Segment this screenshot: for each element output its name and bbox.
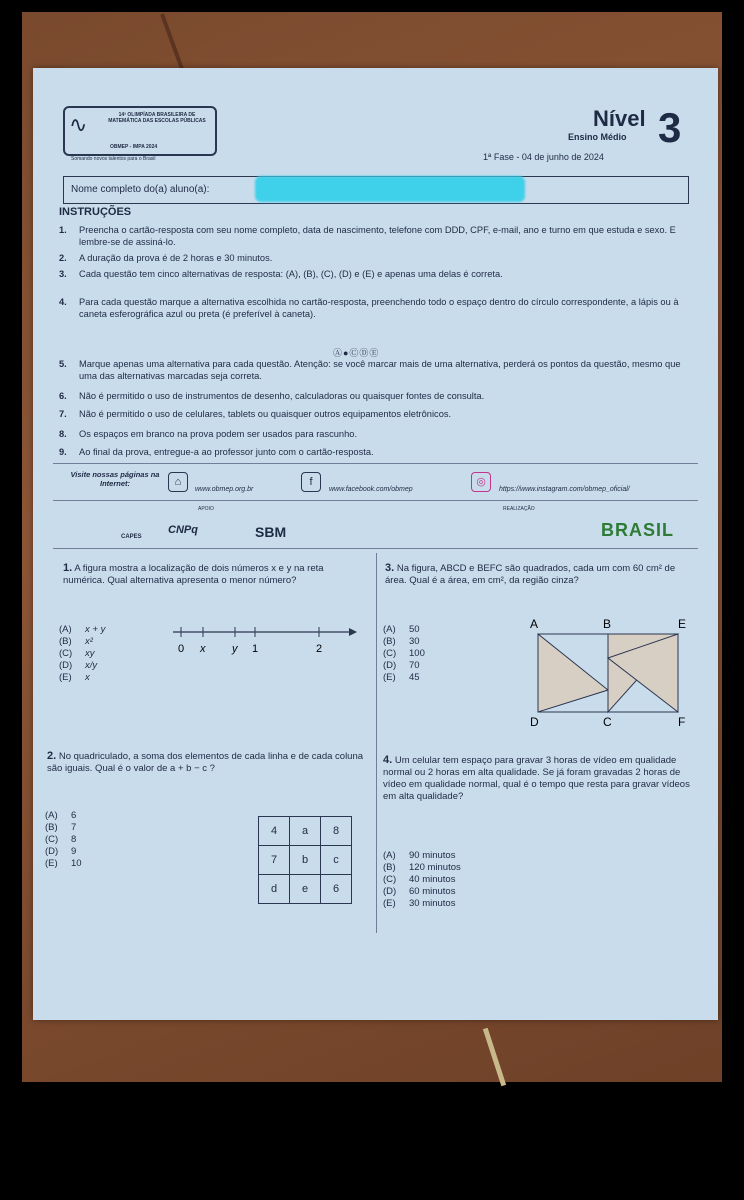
instruction-text: A duração da prova é de 2 horas e 30 minutos.: [79, 253, 273, 263]
option-value: 60 minutos: [409, 886, 456, 897]
exam-sheet: [33, 68, 718, 1020]
sbm-logo: SBM: [255, 524, 287, 540]
squares-figure: [528, 618, 693, 728]
answer-option: [383, 660, 425, 672]
grid-row: [259, 846, 352, 875]
option-letter: (B): [383, 636, 396, 647]
instagram-link[interactable]: https://www.instagram.com/obmep_oficial/: [499, 486, 630, 493]
question-4: [383, 754, 693, 803]
option-value: 30: [409, 636, 420, 647]
instruction-number: 1.: [59, 225, 67, 235]
answer-option: [383, 648, 425, 660]
grid-cell: 8: [321, 817, 352, 846]
option-letter: (B): [45, 822, 58, 833]
instruction-number: 8.: [59, 429, 67, 439]
question-number: 1.: [63, 562, 73, 574]
question-text: No quadriculado, a soma dos elementos de cada linha e de cada coluna são iguais. Qual é o valor de a + b − c ?: [47, 751, 364, 774]
divider: [53, 500, 698, 501]
question-2-options: [45, 810, 82, 870]
answer-option: [59, 648, 105, 660]
grid-row: [259, 875, 352, 904]
instruction-item: [59, 358, 699, 382]
option-letter: (E): [383, 672, 396, 683]
facebook-link[interactable]: www.facebook.com/obmep: [329, 486, 413, 493]
option-value: 100: [409, 648, 425, 659]
instruction-item: [59, 446, 699, 458]
site-link[interactable]: www.obmep.org.br: [195, 486, 254, 493]
option-letter: (C): [59, 648, 73, 659]
instruction-number: 2.: [59, 253, 67, 263]
question-3: [385, 562, 690, 587]
label-e: E: [678, 618, 687, 631]
label-f: F: [678, 715, 686, 728]
facebook-icon: f: [301, 472, 321, 492]
question-text: A figura mostra a localização de dois números x e y na reta numérica. Qual alternativa apresenta o menor número?: [63, 563, 324, 586]
instruction-item: [59, 268, 699, 280]
label-b: B: [603, 618, 612, 631]
option-value: 30 minutos: [409, 898, 456, 909]
number-line: [173, 624, 358, 658]
option-value: 6: [71, 810, 77, 821]
capes-logo: CAPES: [121, 534, 142, 540]
instruction-item: [59, 390, 699, 402]
option-value: 70: [409, 660, 420, 671]
option-value: x + y: [85, 624, 106, 635]
answer-option: [45, 822, 82, 834]
gray-region: [538, 634, 608, 712]
option-value: x²: [85, 636, 93, 647]
option-letter: (C): [383, 648, 397, 659]
question-text: Na figura, ABCD e BEFC são quadrados, cada um com 60 cm² de área. Qual é a área, em cm², da região cinza?: [385, 563, 676, 586]
grid-cell: 7: [259, 846, 290, 875]
answer-option: [383, 624, 425, 636]
option-letter: (E): [383, 898, 396, 909]
level-number: 3: [658, 104, 682, 151]
label-0: 0: [178, 643, 185, 655]
instructions-title: INSTRUÇÕES: [59, 206, 132, 218]
grid-cell: e: [290, 875, 321, 904]
question-4-options: [383, 850, 461, 910]
answer-option: [59, 636, 105, 648]
question-1: [63, 562, 363, 587]
option-letter: (B): [383, 862, 396, 873]
support-label: APOIO: [198, 506, 214, 512]
instruction-text: Marque apenas uma alternativa para cada questão. Atenção: se você marcar mais de uma alternativa, perderá os pontos da questão, mesmo que uma das alternativas marcadas seja correta.: [79, 359, 681, 381]
question-text: Um celular tem espaço para gravar 3 horas de vídeo em qualidade normal ou 2 horas em alta qualidade. Se já foram gravadas 2 horas de vídeo em qualidade normal, qual é o tempo que resta para gravar vídeos em alta qualidade?: [383, 755, 690, 802]
obmep-logo: [63, 106, 217, 156]
instruction-number: 6.: [59, 391, 67, 401]
answer-option: [383, 850, 461, 862]
label-1: 1: [252, 643, 259, 655]
option-letter: (B): [59, 636, 72, 647]
phase-date: 1ª Fase - 04 de junho de 2024: [483, 152, 604, 162]
visit-pages-label: Visite nossas páginas na Internet:: [70, 470, 160, 488]
option-letter: (D): [45, 846, 59, 857]
answer-option: [45, 846, 82, 858]
instruction-item: [59, 224, 699, 248]
grid-row: [259, 817, 352, 846]
option-value: 90 minutos: [409, 850, 456, 861]
label-2: 2: [316, 643, 323, 655]
instruction-text: Cada questão tem cinco alternativas de resposta: (A), (B), (C), (D) e (E) e apenas uma delas é correta.: [79, 269, 503, 279]
option-letter: (C): [45, 834, 59, 845]
realization-label: REALIZAÇÃO: [503, 506, 535, 512]
slogan: Somando novos talentos para o Brasil: [71, 156, 156, 162]
option-value: 8: [71, 834, 77, 845]
obmep-swirl-icon: ∿: [69, 112, 88, 137]
grid-cell: b: [290, 846, 321, 875]
question-1-options: [59, 624, 105, 684]
option-letter: (E): [59, 672, 72, 683]
instruction-text: Os espaços em branco na prova podem ser usados para rascunho.: [79, 429, 358, 439]
answer-option: [45, 834, 82, 846]
instruction-text: Não é permitido o uso de celulares, tablets ou quaisquer outros equipamentos eletrônicos.: [79, 409, 452, 419]
question-number: 3.: [385, 562, 395, 574]
option-value: 120 minutos: [409, 862, 461, 873]
grid-cell: 6: [321, 875, 352, 904]
label-a: A: [530, 618, 539, 631]
option-letter: (E): [45, 858, 58, 869]
instruction-item: [59, 428, 699, 440]
answer-option: [59, 672, 105, 684]
instruction-text: Para cada questão marque a alternativa escolhida no cartão-resposta, preenchendo todo o espaço dentro do círculo correspondente, a lápis ou à caneta esferográfica azul ou preta (é preferível à caneta).: [79, 297, 679, 319]
home-icon: ⌂: [168, 472, 188, 492]
option-letter: (A): [45, 810, 58, 821]
instruction-number: 9.: [59, 447, 67, 457]
answer-option: [383, 636, 425, 648]
number-line-arrow: [349, 628, 357, 636]
option-value: 10: [71, 858, 82, 869]
answer-option: [383, 886, 461, 898]
instruction-text: Preencha o cartão-resposta com seu nome completo, data de nascimento, telefone com DDD, CPF, e-mail, ano e turno em que estuda e sexo. E lembre-se de assiná-lo.: [79, 225, 676, 247]
option-value: 50: [409, 624, 420, 635]
redaction-mark: [255, 176, 525, 202]
instruction-item: [59, 408, 699, 420]
answer-bubbles-example: Ⓐ●ⒸⒹⒺ: [333, 348, 380, 358]
option-value: x/y: [85, 660, 98, 671]
level-label: Nível: [593, 106, 646, 131]
answer-option: [45, 810, 82, 822]
label-d: D: [530, 715, 539, 728]
question-3-options: [383, 624, 425, 684]
answer-option: [383, 874, 461, 886]
logo-subtitle: OBMEP - IMPA 2024: [110, 144, 158, 150]
option-value: 40 minutos: [409, 874, 456, 885]
option-value: 7: [71, 822, 77, 833]
column-divider: [376, 553, 377, 933]
option-letter: (D): [383, 886, 397, 897]
gov-brasil-logo: BRASIL: [601, 520, 674, 540]
option-value: 9: [71, 846, 77, 857]
instruction-number: 7.: [59, 409, 67, 419]
cnpq-logo: CNPq: [168, 524, 198, 536]
answer-option: [59, 660, 105, 672]
answer-option: [383, 898, 461, 910]
instruction-text: Não é permitido o uso de instrumentos de desenho, calculadoras ou quaisquer fontes de consulta.: [79, 391, 485, 401]
answer-option: [383, 672, 425, 684]
option-letter: (C): [383, 874, 397, 885]
instruction-item: [59, 296, 699, 320]
option-value: 45: [409, 672, 420, 683]
instruction-number: 5.: [59, 359, 67, 369]
divider: [53, 548, 698, 549]
option-letter: (D): [383, 660, 397, 671]
answer-option: [45, 858, 82, 870]
grid-cell: 4: [259, 817, 290, 846]
magic-grid: [258, 816, 352, 904]
question-number: 2.: [47, 750, 57, 762]
label-x: x: [200, 643, 206, 655]
option-letter: (A): [383, 624, 396, 635]
school-level: Ensino Médio: [568, 132, 627, 142]
answer-option: [383, 862, 461, 874]
logo-text: 14ª OLIMPÍADA BRASILEIRA DE MATEMÁTICA DAS ESCOLAS PÚBLICAS: [108, 112, 206, 124]
grid-cell: d: [259, 875, 290, 904]
option-letter: (D): [59, 660, 73, 671]
question-number: 4.: [383, 754, 393, 766]
grid-cell: a: [290, 817, 321, 846]
label-y: y: [232, 643, 238, 655]
grid-cell: c: [321, 846, 352, 875]
divider: [53, 463, 698, 464]
question-2: [47, 750, 367, 775]
instruction-item: [59, 252, 699, 264]
instruction-number: 4.: [59, 297, 67, 307]
option-letter: (A): [383, 850, 396, 861]
option-value: xy: [85, 648, 95, 659]
instagram-icon: ◎: [471, 472, 491, 492]
label-c: C: [603, 715, 612, 728]
answer-option: [59, 624, 105, 636]
instruction-number: 3.: [59, 269, 67, 279]
option-value: x: [85, 672, 90, 683]
student-name-label: Nome completo do(a) aluno(a):: [71, 184, 210, 195]
option-letter: (A): [59, 624, 72, 635]
instruction-text: Ao final da prova, entregue-a ao professor junto com o cartão-resposta.: [79, 447, 374, 457]
wood-crack: [483, 1028, 506, 1087]
